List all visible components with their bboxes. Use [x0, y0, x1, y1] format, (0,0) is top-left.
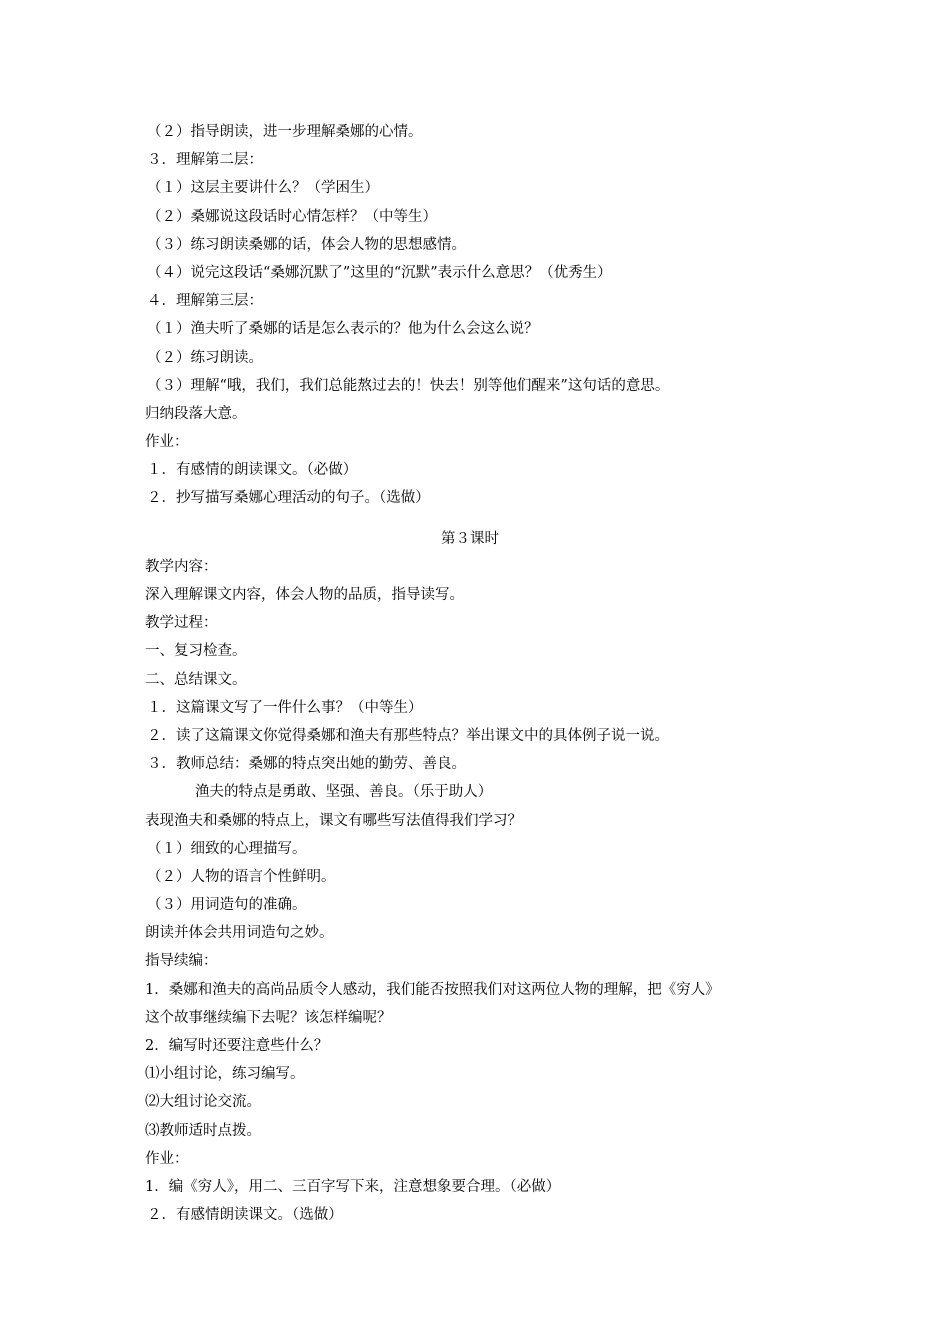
text-line: 这个故事继续编下去呢？该怎样编呢？: [145, 1009, 392, 1026]
text-line: 表现渔夫和桑娜的特点上，课文有哪些写法值得我们学习？: [145, 812, 522, 829]
text-line: ２．读了这篇课文你觉得桑娜和渔夫有那些特点？举出课文中的具体例子说一说。: [147, 727, 669, 744]
text-line: 朗读并体会共用词造句之妙。: [145, 925, 334, 942]
homework-item: １．有感情的朗读课文。（必做）: [147, 462, 358, 479]
text-line: 渔夫的特点是勇敢、坚强、善良。（乐于助人）: [195, 784, 493, 801]
text-line: 2．编写时还要注意些什么？: [145, 1038, 329, 1054]
section-heading: ４．理解第三层：: [147, 293, 263, 310]
text-line: （３）理解“哦，我们，我们总能熬过去的！快去！别等他们醒来”这句话的意思。: [147, 377, 670, 394]
text-line: （１）细致的心理描写。: [147, 840, 307, 857]
text-line: 一、复习检查。: [145, 643, 247, 660]
text-line: （２）人物的语言个性鲜明。: [147, 868, 336, 885]
guide-label: 指导续编：: [145, 953, 218, 970]
process-label: 教学过程：: [145, 615, 218, 632]
text-line: （１）这层主要讲什么？（学困生）: [147, 180, 379, 197]
text-line: （２）指导朗读，进一步理解桑娜的心情。: [147, 124, 423, 140]
homework-label: 作业：: [145, 434, 189, 451]
text-line: （３）用词造句的准确。: [147, 897, 307, 914]
text-line: 1．桑娜和渔夫的高尚品质令人感动，我们能否按照我们对这两位人物的理解，把《穷人》: [145, 981, 720, 998]
text-line: ⑶教师适时点拨。: [145, 1122, 261, 1139]
text-line: ⑵大组讨论交流。: [145, 1094, 261, 1111]
homework-item: 1．编《穷人》，用二、三百字写下来，注意想象要合理。（必做）: [145, 1178, 561, 1195]
text-line: 深入理解课文内容，体会人物的品质，指导读写。: [145, 587, 464, 603]
document-page: [145, 118, 825, 1229]
content-label: 教学内容：: [145, 558, 218, 575]
homework-item: ２．抄写描写桑娜心理活动的句子。（选做）: [147, 490, 430, 507]
text-line: （３）练习朗读桑娜的话，体会人物的思想感情。: [147, 236, 466, 253]
homework-item: ２．有感情朗读课文。（选做）: [147, 1207, 343, 1224]
text-line: 归纳段落大意。: [145, 405, 247, 422]
lesson-title: 第３课时: [441, 530, 499, 547]
text-line: １．这篇课文写了一件什么事？（中等生）: [147, 699, 423, 716]
text-line: ３．教师总结：桑娜的特点突出她的勤劳、善良。: [147, 756, 466, 773]
text-line: （２）练习朗读。: [147, 349, 263, 366]
text-line: 二、总结课文。: [145, 671, 247, 688]
text-line: （４）说完这段话“桑娜沉默了”这里的“沉默”表示什么意思？（优秀生）: [147, 264, 612, 281]
text-line: （２）桑娜说这段话时心情怎样？（中等生）: [147, 208, 437, 225]
section-heading: ３．理解第二层：: [147, 152, 263, 169]
text-line: （１）渔夫听了桑娜的话是怎么表示的？他为什么会这么说？: [147, 321, 539, 338]
text-line: ⑴小组讨论，练习编写。: [145, 1066, 305, 1083]
homework-label: 作业：: [145, 1150, 189, 1167]
